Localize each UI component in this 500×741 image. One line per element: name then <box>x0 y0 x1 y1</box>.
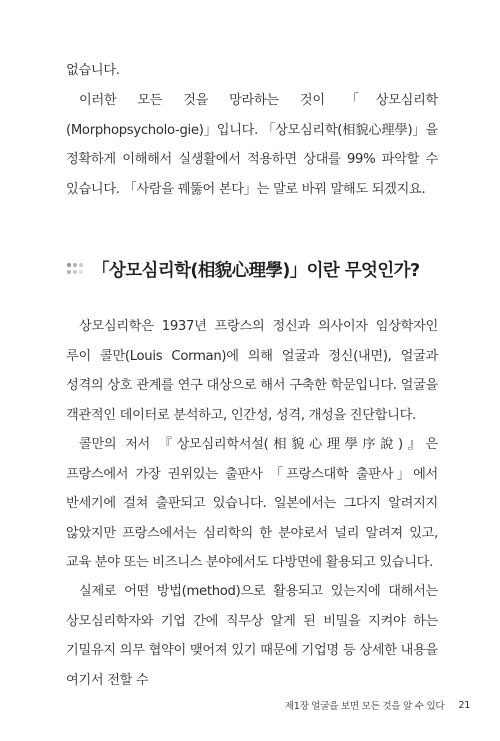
page-footer <box>260 695 470 715</box>
running-chapter-title: 제1장 얼굴을 보면 모든 것을 알 수 있다 <box>284 701 445 712</box>
dot-grid-icon <box>66 262 88 276</box>
paragraph-corman-book: 콜만의 저서 『상모심리학서설(相貌心理學序說)』은 프랑스에서 가장 권위있는 출판사 「프랑스대학 출판사」에서 반세기에 걸쳐 출판되고 있습니다. 일본에서는 그다지 알려지지 않았지만 프랑스에서는 심리학의 한 분야로서 널리 알려져 있고, 교육 분야 또는 비즈니스 분야에서도 다방면에 활용되고 있습니다. <box>66 437 438 570</box>
page-number: 21 <box>458 699 470 711</box>
paragraph-morphopsychology-intro: 이러한 모든 것을 망라하는 것이 「상모심리학(Morphopsycholo-gie)」입니다. 「상모심리학(相貌心理學)」을 정확하게 이해해서 실생활에서 적용하면 상대를 99% 파악할 수 있습니다. 「사람을 꿰뚫어 본다」는 말로 바꿔 말해도 되겠지요. <box>66 93 438 197</box>
paragraph-corman-origin: 상모심리학은 1937년 프랑스의 정신과 의사이자 임상학자인 루이 콜만(Louis Corman)에 의해 얼굴과 정신(내면), 얼굴과 성격의 상호 관계를 연구 대상으로 해서 구축한 학문입니다. 얼굴을 객관적인 데이터로 분석하고, 인간성, 성격, 개성을 진단합니다. <box>66 319 438 423</box>
paragraph-business-usage: 실제로 어떤 방법(method)으로 활용되고 있는지에 대해서는 상모심리학자와 기업 간에 직무상 알게 된 비밀을 지켜야 하는 기밀유지 의무 협약이 맺어져 있기 때문에 기업명 등 상세한 내용을 여기서 전할 수 <box>66 584 438 688</box>
section-heading-text: 「상모심리학(相貌心理學)」이란 무엇인가? <box>92 260 420 281</box>
section-heading <box>66 252 446 286</box>
paragraph-continuation: 없습니다. <box>66 63 120 78</box>
